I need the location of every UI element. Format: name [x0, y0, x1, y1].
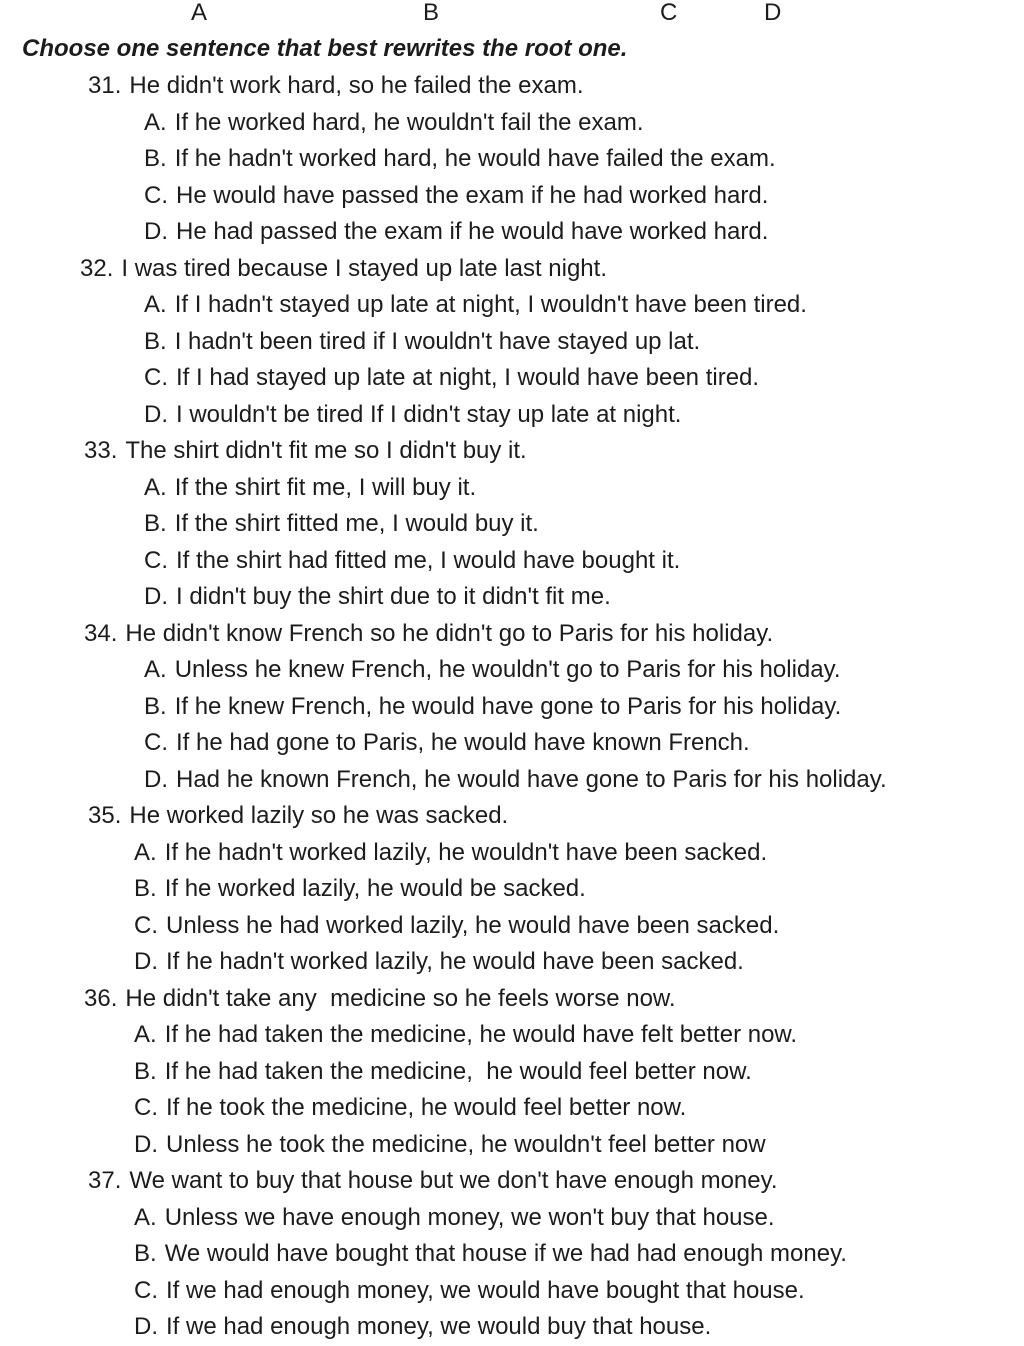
option-c [0, 725, 1024, 762]
option-text: If he had taken the medicine, he would feel better now. [164, 1057, 752, 1085]
option-b [0, 689, 1024, 726]
option-b [0, 1236, 1024, 1273]
question-stem [0, 1163, 1024, 1200]
option-label: B. [134, 1057, 157, 1085]
question-34 [0, 616, 1024, 799]
question-text: The shirt didn't fit me so I didn't buy it. [125, 437, 527, 464]
option-label: D. [134, 1313, 158, 1340]
question-31 [0, 68, 1024, 251]
option-d [0, 944, 1024, 981]
option-label: B. [134, 875, 157, 902]
option-text: If he knew French, he would have gone to Paris for his holiday. [174, 692, 842, 720]
column-letter-a: A [191, 0, 208, 26]
option-text: Had he known French, he would have gone to Paris for his holiday. [176, 765, 887, 793]
option-text: If he hadn't worked hard, he would have failed the exam. [174, 145, 776, 172]
option-text: If we had enough money, we would have bought that house. [166, 1276, 805, 1304]
option-label: C. [144, 729, 168, 756]
option-text: If he hadn't worked lazily, he would have been sacked. [166, 948, 744, 975]
option-text: If he hadn't worked lazily, he wouldn't have been sacked. [164, 838, 768, 866]
option-text: If he took the medicine, he would feel better now. [166, 1094, 687, 1121]
option-label: A. [144, 108, 167, 136]
option-c [0, 360, 1024, 397]
option-text: If the shirt fit me, I will buy it. [174, 473, 477, 501]
option-text: If the shirt fitted me, I would buy it. [174, 510, 539, 537]
option-c [0, 908, 1024, 945]
option-c [0, 178, 1024, 215]
option-text: If he had gone to Paris, he would have known French. [176, 729, 750, 756]
question-text: We want to buy that house but we don't have enough money. [129, 1167, 778, 1194]
question-number: 36. [84, 984, 118, 1012]
option-label: D. [144, 583, 168, 610]
question-text: He worked lazily so he was sacked. [129, 802, 509, 829]
option-a [0, 652, 1024, 689]
option-a [0, 287, 1024, 324]
option-d [0, 1309, 1024, 1346]
option-label: C. [134, 1094, 158, 1121]
option-label: D. [144, 218, 168, 245]
question-text: He didn't work hard, so he failed the exam. [129, 72, 584, 99]
option-c [0, 1273, 1024, 1310]
option-text: Unless we have enough money, we won't buy that house. [164, 1203, 775, 1231]
option-label: D. [134, 948, 158, 975]
option-d [0, 762, 1024, 799]
question-number: 34. [84, 619, 118, 647]
question-35 [0, 798, 1024, 981]
question-text: I was tired because I stayed up late last night. [121, 254, 607, 282]
option-label: B. [144, 510, 167, 537]
option-d [0, 1127, 1024, 1164]
question-stem [0, 798, 1024, 835]
option-label: D. [144, 765, 168, 793]
option-b [0, 871, 1024, 908]
option-label: B. [144, 692, 167, 720]
option-text: I hadn't been tired if I wouldn't have stayed up lat. [174, 327, 701, 355]
question-text: He didn't take any medicine so he feels worse now. [125, 984, 676, 1012]
question-33 [0, 433, 1024, 616]
option-a [0, 105, 1024, 142]
option-text: He had passed the exam if he would have worked hard. [176, 218, 769, 245]
instruction-heading: Choose one sentence that best rewrites the root one. [22, 35, 628, 62]
question-32 [0, 251, 1024, 434]
question-stem [0, 251, 1024, 288]
question-stem [0, 433, 1024, 470]
option-b [0, 141, 1024, 178]
option-label: B. [144, 327, 167, 355]
option-label: A. [144, 473, 167, 501]
column-letter-d: D [764, 0, 782, 26]
option-text: If we had enough money, we would buy that house. [166, 1313, 712, 1340]
option-a [0, 470, 1024, 507]
option-text: If I hadn't stayed up late at night, I wouldn't have been tired. [174, 291, 807, 318]
question-stem [0, 68, 1024, 105]
option-label: A. [134, 1203, 157, 1231]
option-text: I wouldn't be tired If I didn't stay up late at night. [176, 400, 682, 428]
answer-column-letters [0, 0, 1024, 30]
option-d [0, 579, 1024, 616]
option-text: If he worked lazily, he would be sacked. [164, 875, 586, 902]
option-label: D. [134, 1130, 158, 1158]
option-label: A. [144, 291, 167, 318]
option-text: If the shirt had fitted me, I would have bought it. [176, 546, 681, 574]
option-text: Unless he knew French, he wouldn't go to Paris for his holiday. [174, 656, 841, 683]
question-number: 35. [88, 802, 122, 829]
question-stem [0, 616, 1024, 653]
option-label: B. [144, 145, 167, 172]
option-label: C. [144, 546, 168, 574]
option-text: Unless he had worked lazily, he would have been sacked. [166, 911, 780, 939]
question-list [0, 68, 1024, 1346]
option-label: C. [144, 181, 168, 209]
question-37 [0, 1163, 1024, 1346]
option-c [0, 1090, 1024, 1127]
column-letter-b: B [423, 0, 440, 26]
option-text: Unless he took the medicine, he wouldn't feel better now [166, 1130, 766, 1158]
option-label: C. [144, 364, 168, 391]
question-number: 32. [80, 254, 114, 282]
option-label: B. [134, 1240, 157, 1267]
option-a [0, 835, 1024, 872]
option-text: If I had stayed up late at night, I would have been tired. [176, 364, 760, 391]
option-text: If he had taken the medicine, he would have felt better now. [164, 1021, 798, 1048]
option-text: I didn't buy the shirt due to it didn't fit me. [176, 583, 611, 610]
question-36 [0, 981, 1024, 1164]
option-text: We would have bought that house if we had had enough money. [164, 1240, 847, 1267]
option-d [0, 397, 1024, 434]
question-number: 33. [84, 437, 118, 464]
option-label: D. [144, 400, 168, 428]
option-d [0, 214, 1024, 251]
option-b [0, 324, 1024, 361]
option-a [0, 1017, 1024, 1054]
option-label: A. [134, 838, 157, 866]
option-label: C. [134, 911, 158, 939]
option-label: A. [144, 656, 167, 683]
question-number: 37. [88, 1167, 122, 1194]
option-b [0, 506, 1024, 543]
question-text: He didn't know French so he didn't go to Paris for his holiday. [125, 619, 774, 647]
option-text: If he worked hard, he wouldn't fail the exam. [174, 108, 644, 136]
question-number: 31. [88, 72, 122, 99]
option-a [0, 1200, 1024, 1237]
question-stem [0, 981, 1024, 1018]
option-label: C. [134, 1276, 158, 1304]
option-b [0, 1054, 1024, 1091]
option-text: He would have passed the exam if he had worked hard. [176, 181, 769, 209]
option-label: A. [134, 1021, 157, 1048]
option-c [0, 543, 1024, 580]
column-letter-c: C [660, 0, 678, 26]
